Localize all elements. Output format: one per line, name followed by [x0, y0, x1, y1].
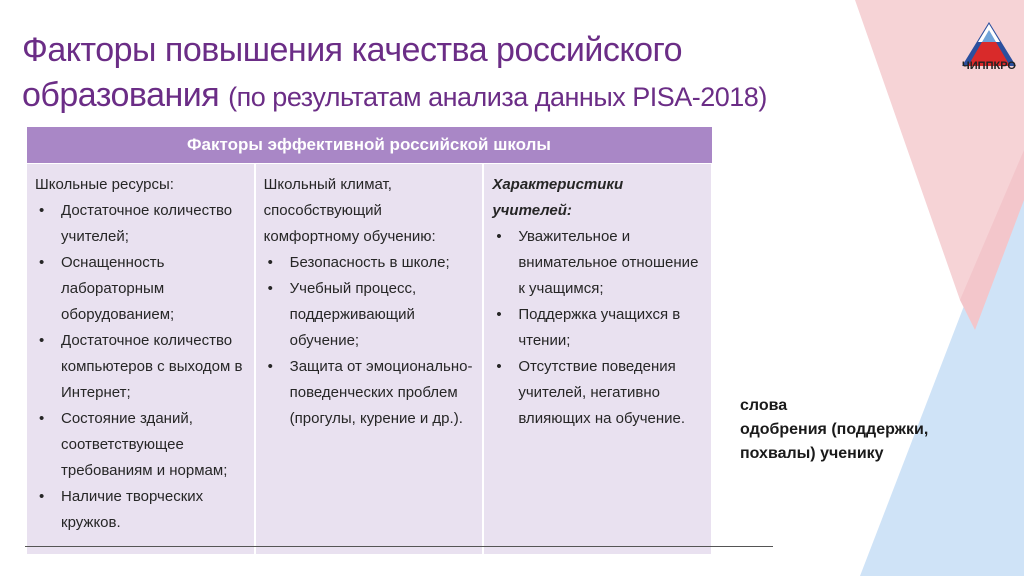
list-item: • Состояние зданий, соответствующее требованиям и нормам;	[61, 406, 246, 484]
list-item: • Уважительное и внимательное отношение к учащимся;	[518, 224, 703, 302]
note-line: слова	[740, 397, 788, 414]
column-heading: Характеристики учителей:	[492, 176, 624, 219]
note-line: похвалы) ученику	[740, 445, 884, 462]
factors-table	[25, 126, 713, 554]
divider-line	[25, 546, 773, 547]
bullet-list	[264, 250, 475, 432]
list-item: • Поддержка учащихся в чтении;	[518, 302, 703, 354]
table-header: Факторы эффективной российской школы	[26, 127, 712, 164]
logo-text: ЧИППКРО	[962, 60, 1016, 72]
column-heading: Школьный климат, способствующий комфортному обучению:	[263, 176, 436, 245]
title-main: Факторы повышения качества российского образования	[22, 31, 683, 114]
column-heading: Школьные ресурсы:	[35, 176, 174, 193]
list-item: • Защита от эмоционально-поведенческих проблем (прогулы, курение и др.).	[290, 354, 475, 432]
column-school-resources	[26, 164, 255, 555]
title-sub: (по результатам анализа данных PISA-2018)	[228, 82, 767, 112]
bullet-list	[35, 198, 246, 536]
column-teacher-characteristics	[483, 164, 712, 555]
bullet-list	[492, 224, 703, 432]
column-school-climate	[255, 164, 484, 555]
list-item: • Наличие творческих кружков.	[61, 484, 246, 536]
list-item: • Оснащенность лабораторным оборудованием;	[61, 250, 246, 328]
note-line: одобрения (поддержки,	[740, 421, 929, 438]
list-item: • Отсутствие поведения учителей, негативно влияющих на обучение.	[518, 354, 703, 432]
table-row	[26, 164, 712, 555]
list-item: • Учебный процесс, поддерживающий обучение;	[290, 276, 475, 354]
list-item: • Безопасность в школе;	[290, 250, 475, 276]
list-item: • Достаточное количество учителей;	[61, 198, 246, 250]
page-title	[22, 28, 782, 120]
list-item: • Достаточное количество компьютеров с выходом в Интернет;	[61, 328, 246, 406]
side-note	[740, 394, 1000, 466]
